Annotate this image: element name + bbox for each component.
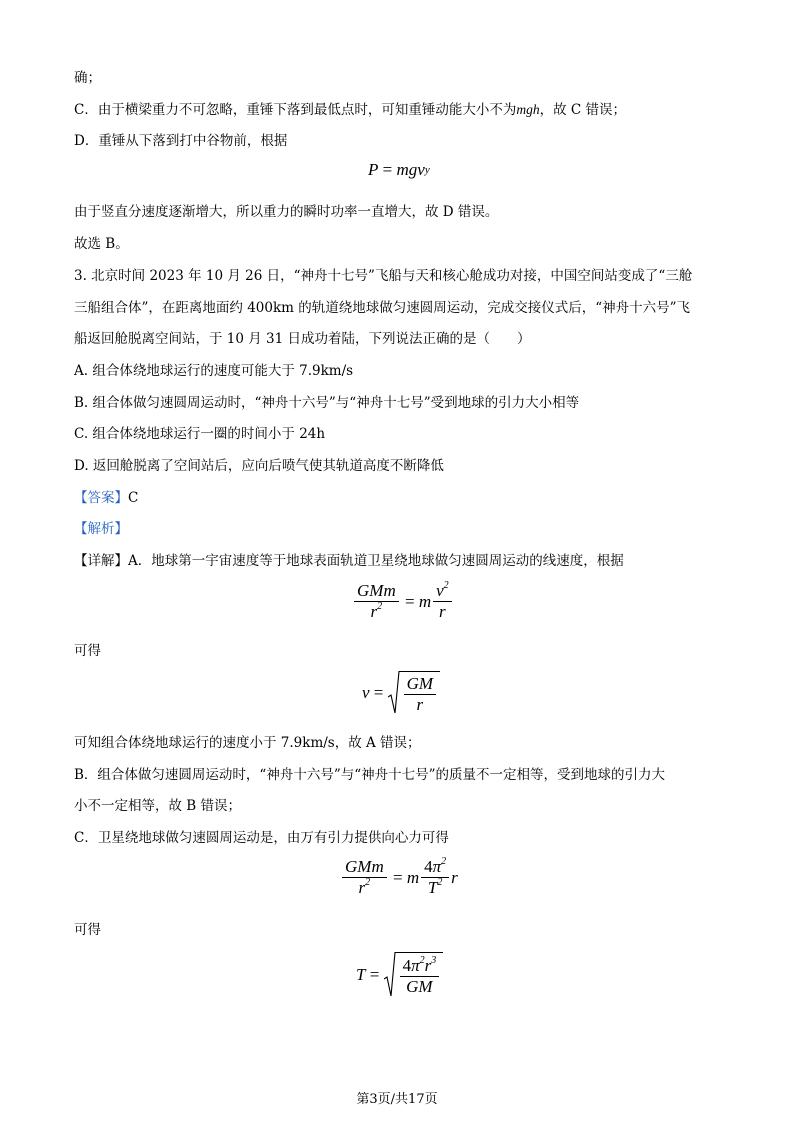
option-b: B. 组合体做匀速圆周运动时，“神舟十六号”与“神舟十七号”受到地球的引力大小相等	[74, 395, 580, 411]
text-line: 小不一定相等，故 B 错误；	[74, 798, 242, 814]
text-line: 故选 B。	[74, 236, 129, 252]
equation-period: T = $\frac{4\pi^2r^3}{GM}$	[356, 952, 443, 998]
text-line: 可知组合体绕地球运行的速度小于 7.9km/s，故 A 错误；	[74, 735, 421, 751]
option-c: C. 组合体绕地球运行一圈的时间小于 24h	[74, 426, 326, 442]
equation-gravity-period: $\frac{\text{GMm}}{r^2}$ = m $\frac{4\pi^2}{T^2}$ r	[340, 858, 458, 897]
answer-line	[74, 488, 138, 508]
question-text: 3. 北京时间 2023 年 10 月 26 日，“神舟十七号”飞船与天和核心舱成功对接，中国空间站变成了“三舱	[74, 268, 693, 284]
text-line: 可得	[74, 643, 101, 659]
text-line: 确；	[74, 70, 101, 86]
question-text: 船返回舱脱离空间站，于 10 月 31 日成功着陆，下列说法正确的是（ ）	[74, 331, 531, 347]
text-line: B．组合体做匀速圆周运动时，“神舟十六号”与“神舟十七号”的质量不一定相等，受到地球的引力大	[74, 767, 666, 783]
text-line: D．重锤从下落到打中谷物前，根据	[74, 133, 288, 149]
sqrt-symbol: $\frac{GM}{r}$	[388, 671, 440, 715]
text-line: C．卫星绕地球做匀速圆周运动是，由万有引力提供向心力可得	[74, 830, 449, 846]
text-line: 由于竖直分速度逐渐增大，所以重力的瞬时功率一直增大，故 D 错误。	[74, 204, 499, 220]
equation-velocity: v = $\frac{GM}{r}$	[362, 671, 440, 715]
detail-tag: 【详解】	[74, 553, 128, 569]
text-fragment: ，故 C 错误；	[539, 102, 627, 118]
equation-power: P = mgv y	[368, 160, 430, 179]
answer-value: C	[128, 490, 139, 506]
option-d: D. 返回舱脱离了空间站后，应向后喷气使其轨道高度不断降低	[74, 458, 444, 474]
equation-gravity-velocity: $\frac{\text{GMm}}{r^2}$ = m $\frac{v^2}{r}$	[352, 582, 454, 621]
text-line: 可得	[74, 922, 101, 938]
analysis-tag: 【解析】	[74, 521, 128, 537]
text-fragment: C．由于横梁重力不可忽略，重锤下落到最低点时，可知重锤动能大小不为	[74, 102, 517, 118]
page-footer: 第3页/共17页	[356, 1092, 438, 1107]
detail-line	[74, 551, 624, 571]
sqrt-symbol: $\frac{4\pi^2r^3}{GM}$	[384, 952, 444, 998]
math-inline: mgh	[516, 102, 540, 117]
answer-tag: 【答案】	[74, 490, 128, 506]
option-a: A. 组合体绕地球运行的速度可能大于 7.9km/s	[74, 363, 354, 379]
question-text: 三船组合体”，在距离地面约 400km 的轨道绕地球做匀速圆周运动，完成交接仪式后，“神舟十六号”飞	[74, 300, 691, 316]
text-fragment: A．地球第一宇宙速度等于地球表面轨道卫星绕地球做匀速圆周运动的线速度，根据	[128, 553, 624, 569]
text-line	[74, 100, 626, 120]
